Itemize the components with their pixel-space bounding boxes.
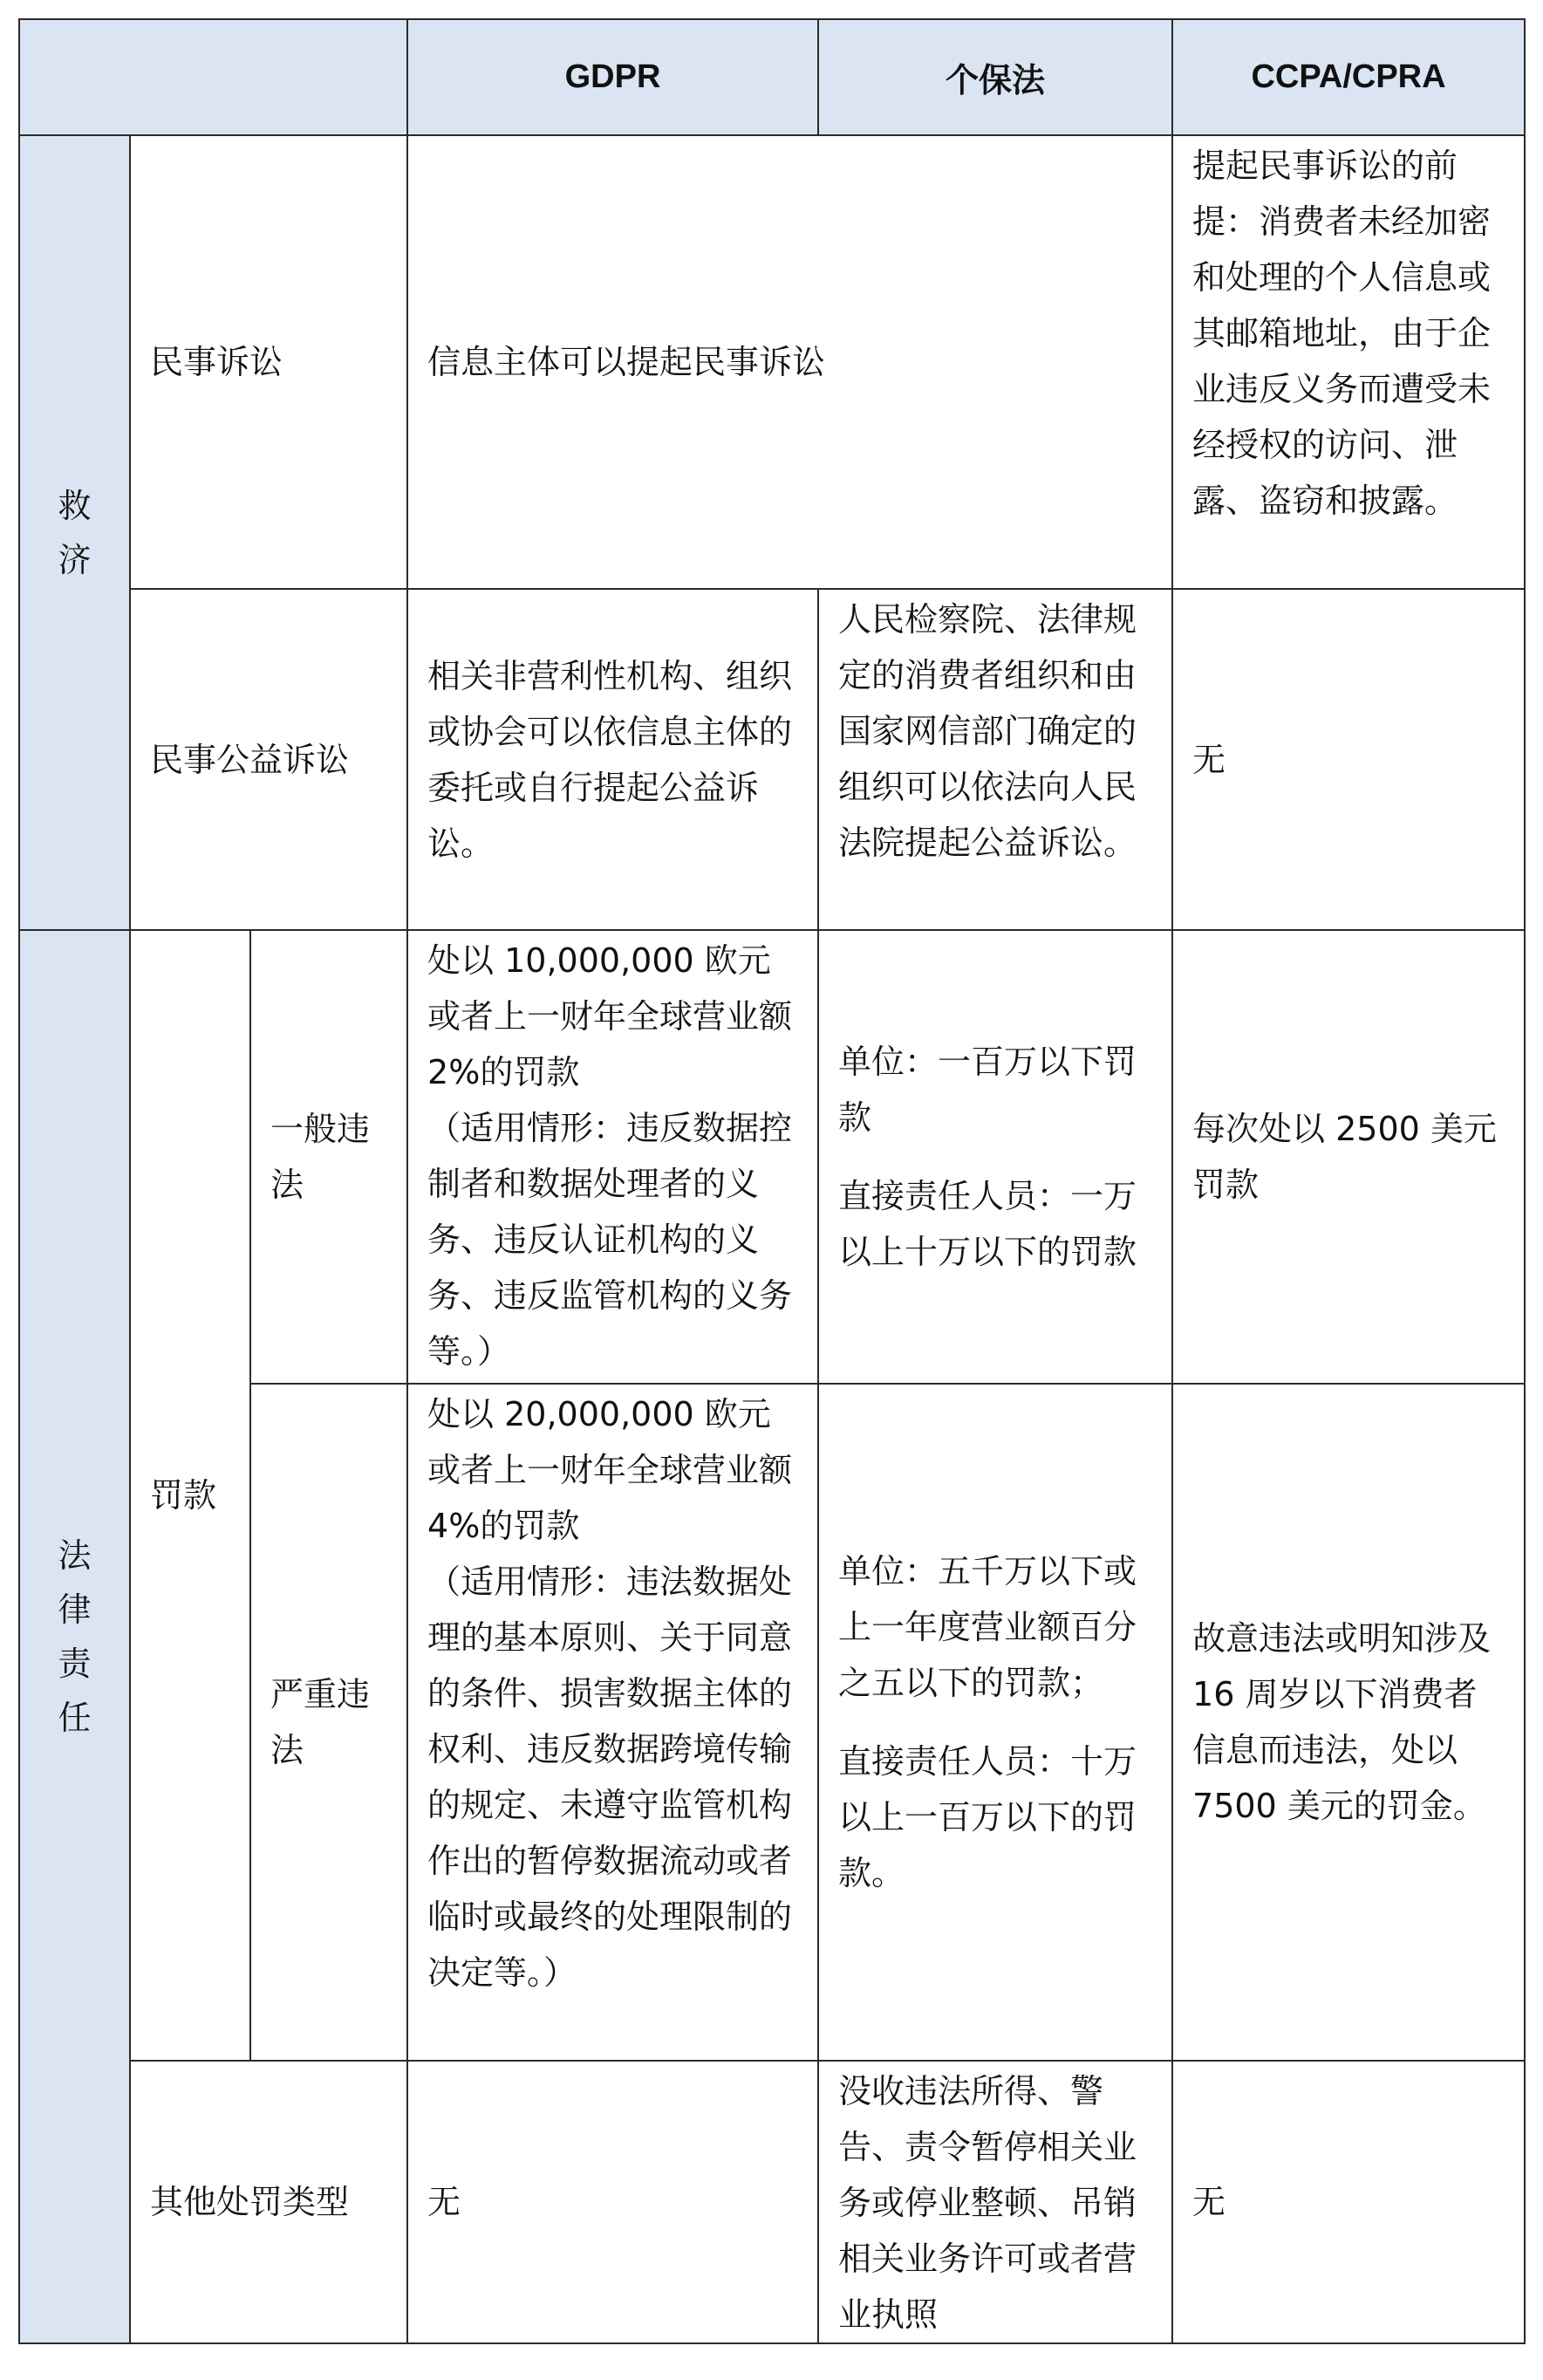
header-pipl: 个保法: [818, 19, 1172, 135]
table-row-civil-lawsuit: [19, 135, 1525, 589]
row-label-civil-lawsuit: 民事诉讼: [130, 135, 407, 589]
general-violation-pipl: [818, 930, 1172, 1384]
header-row: [19, 19, 1525, 135]
public-interest-pipl: 人民检察院、法律规定的消费者组织和由国家网信部门确定的组织可以依法向人民法院提起公益诉讼。: [818, 589, 1172, 930]
row-label-public-interest: 民事公益诉讼: [130, 589, 407, 930]
header-blank-cell: [19, 19, 407, 135]
table-row-public-interest: [19, 589, 1525, 930]
row-label-fines: 罚款: [130, 930, 250, 2061]
row-label-serious-violation: 严重违法: [250, 1384, 407, 2061]
category-liability-char: 法: [58, 1536, 92, 1575]
category-relief-char: 济: [58, 540, 92, 579]
general-pipl-person: 直接责任人员：一万以上十万以下的罚款: [838, 1177, 1137, 1271]
general-violation-ccpa: 每次处以 2500 美元罚款: [1172, 930, 1525, 1384]
header-gdpr: GDPR: [407, 19, 818, 135]
general-violation-gdpr: [407, 930, 818, 1384]
category-liability-char: 责: [58, 1645, 92, 1683]
serious-pipl-person: 直接责任人员：十万以上一百万以下的罚款。: [838, 1742, 1137, 1892]
serious-violation-gdpr: [407, 1384, 818, 2061]
serious-violation-pipl: [818, 1384, 1172, 2061]
general-gdpr-fine: 处以 10,000,000 欧元或者上一财年全球营业额 2%的罚款: [427, 941, 793, 1091]
serious-violation-ccpa: 故意违法或明知涉及 16 周岁以下消费者信息而违法，处以 7500 美元的罚金。: [1172, 1384, 1525, 2061]
serious-gdpr-scope: （适用情形：违法数据处理的基本原则、关于同意的条件、损害数据主体的权利、违反数据跨境传输的规定、未遵守监管机构作出的暂停数据流动或者临时或最终的处理限制的决定等。）: [427, 1563, 793, 1992]
category-liability: [19, 930, 130, 2343]
civil-lawsuit-gdpr-pipl: 信息主体可以提起民事诉讼: [407, 135, 1172, 589]
general-pipl-unit: 单位：一百万以下罚款: [838, 1043, 1137, 1137]
serious-gdpr-fine: 处以 20,000,000 欧元或者上一财年全球营业额 4%的罚款: [427, 1395, 793, 1545]
other-penalties-gdpr: 无: [407, 2061, 818, 2343]
category-relief-char: 救: [58, 486, 92, 525]
row-label-other-penalties: 其他处罚类型: [130, 2061, 407, 2343]
category-liability-char: 任: [58, 1699, 92, 1737]
table-row-other-penalties: [19, 2061, 1525, 2343]
category-liability-char: 律: [58, 1590, 92, 1629]
civil-lawsuit-ccpa: 提起民事诉讼的前提：消费者未经加密和处理的个人信息或其邮箱地址，由于企业违反义务而遭受未经授权的访问、泄露、盗窃和披露。: [1172, 135, 1525, 589]
header-ccpa: CCPA/CPRA: [1172, 19, 1525, 135]
other-penalties-pipl: 没收违法所得、警告、责令暂停相关业务或停业整顿、吊销相关业务许可或者营业执照: [818, 2061, 1172, 2343]
public-interest-gdpr: 相关非营利性机构、组织或协会可以依信息主体的委托或自行提起公益诉讼。: [407, 589, 818, 930]
category-relief: [19, 135, 130, 930]
row-label-general-violation: 一般违法: [250, 930, 407, 1384]
serious-pipl-unit: 单位：五千万以下或上一年度营业额百分之五以下的罚款；: [838, 1552, 1137, 1702]
general-gdpr-scope: （适用情形：违反数据控制者和数据处理者的义务、违反认证机构的义务、违反监管机构的义务等。）: [427, 1109, 793, 1371]
comparison-table: [18, 18, 1526, 2344]
public-interest-ccpa: 无: [1172, 589, 1525, 930]
table-row-general-violation: [19, 930, 1525, 1384]
other-penalties-ccpa: 无: [1172, 2061, 1525, 2343]
